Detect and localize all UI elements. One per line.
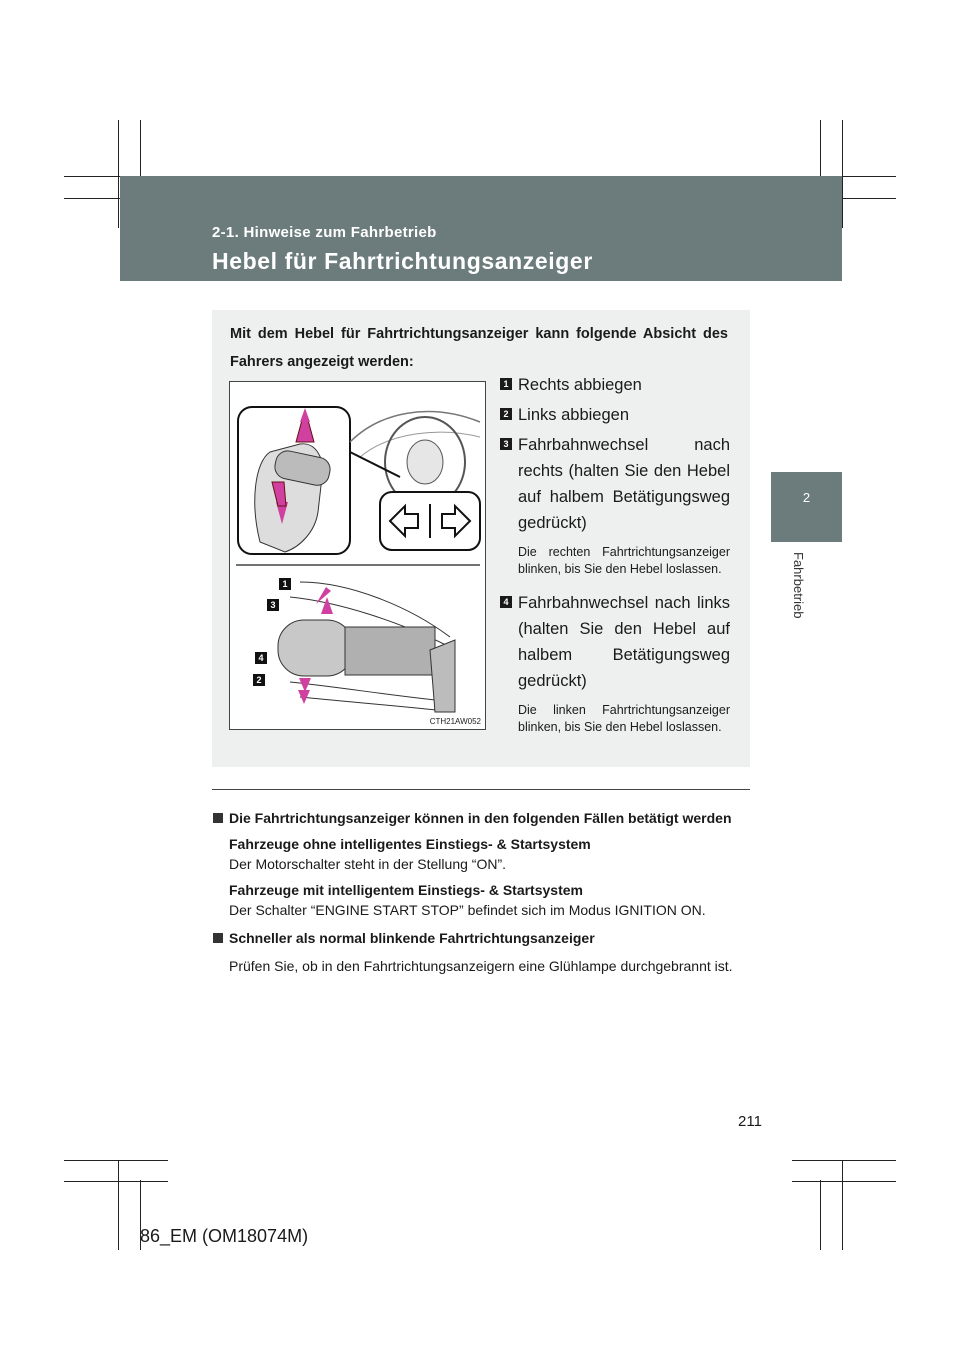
inset-hand-icon bbox=[238, 407, 350, 554]
lever-illustration bbox=[230, 382, 485, 729]
header-banner bbox=[120, 176, 842, 281]
callout-label: 3 bbox=[270, 600, 276, 610]
item-text: Links abbiegen bbox=[518, 406, 630, 424]
divider bbox=[212, 789, 750, 790]
callout-label: 4 bbox=[258, 653, 264, 663]
chapter-number: 2 bbox=[802, 490, 811, 505]
figure-code: CTH21AW052 bbox=[429, 717, 481, 726]
note-text: Prüfen Sie, ob in den Fahrtrichtungsanzeigern eine Glühlampe durchgebrannt ist. bbox=[229, 958, 733, 974]
chapter-label: Fahrbetrieb bbox=[791, 552, 806, 619]
item-number: 4 bbox=[500, 596, 512, 608]
list-item bbox=[500, 590, 730, 736]
intro-text: Mit dem Hebel für Fahrtrichtungsanzeiger kann folgende Absicht des Fahrers angezeigt werden: bbox=[230, 326, 728, 370]
item-list bbox=[500, 372, 730, 748]
crop-mark bbox=[792, 1160, 896, 1161]
page-title: Hebel für Fahrtrichtungsanzeiger bbox=[212, 248, 593, 274]
note-text: Der Schalter “ENGINE START STOP” befindet sich im Modus IGNITION ON. bbox=[229, 902, 706, 918]
note-body bbox=[213, 880, 744, 920]
item-text: Fahrbahnwechsel nach rechts (halten Sie den Hebel auf halbem Betätigungsweg gedrückt) bbox=[518, 436, 730, 532]
chapter-tab[interactable] bbox=[771, 472, 842, 542]
note-heading-text: Die Fahrtrichtungsanzeiger können in den folgenden Fällen betätigt werden bbox=[229, 810, 732, 826]
square-bullet-icon bbox=[213, 813, 223, 823]
crop-mark bbox=[118, 1160, 119, 1250]
crop-mark bbox=[64, 1181, 168, 1182]
callout-label: 2 bbox=[256, 675, 262, 685]
crop-mark bbox=[118, 120, 119, 228]
list-item bbox=[500, 432, 730, 578]
notes-section bbox=[213, 808, 744, 976]
item-number: 1 bbox=[500, 378, 512, 390]
note-heading-text: Schneller als normal blinkende Fahrtrichtungsanzeiger bbox=[229, 930, 595, 946]
item-note: Die linken Fahrtrichtungsanzeiger blinken, bis Sie den Hebel loslassen. bbox=[518, 703, 730, 734]
note-heading bbox=[213, 808, 744, 828]
document-code: 86_EM (OM18074M) bbox=[140, 1226, 309, 1246]
list-item bbox=[500, 372, 730, 398]
crop-mark bbox=[842, 120, 843, 228]
item-text: Rechts abbiegen bbox=[518, 376, 642, 394]
list-item bbox=[500, 402, 730, 428]
note-body bbox=[213, 834, 744, 874]
crop-mark bbox=[64, 1160, 168, 1161]
note-text: Der Motorschalter steht in der Stellung “ON”. bbox=[229, 856, 506, 872]
section-label: 2-1. Hinweise zum Fahrbetrieb bbox=[212, 224, 437, 241]
callout-label: 1 bbox=[282, 579, 288, 589]
intro-box bbox=[212, 310, 750, 767]
note-body bbox=[213, 956, 744, 976]
item-number: 2 bbox=[500, 408, 512, 420]
crop-mark bbox=[820, 1180, 821, 1250]
page-number: 211 bbox=[738, 1113, 762, 1130]
crop-mark bbox=[842, 1160, 843, 1250]
note-subheading: Fahrzeuge ohne intelligentes Einstiegs- & Startsystem bbox=[229, 836, 591, 852]
indicator-arrows-icon bbox=[380, 492, 480, 550]
crop-mark bbox=[792, 1181, 896, 1182]
square-bullet-icon bbox=[213, 933, 223, 943]
note-heading bbox=[213, 928, 744, 948]
item-number: 3 bbox=[500, 438, 512, 450]
item-text: Fahrbahnwechsel nach links (halten Sie den Hebel auf halbem Betätigungsweg gedrückt) bbox=[518, 594, 730, 690]
item-note: Die rechten Fahrtrichtungsanzeiger blinken, bis Sie den Hebel loslassen. bbox=[518, 545, 730, 576]
lever-positions-icon bbox=[278, 582, 455, 712]
note-subheading: Fahrzeuge mit intelligentem Einstiegs- & Startsystem bbox=[229, 882, 583, 898]
lever-figure bbox=[229, 381, 486, 730]
